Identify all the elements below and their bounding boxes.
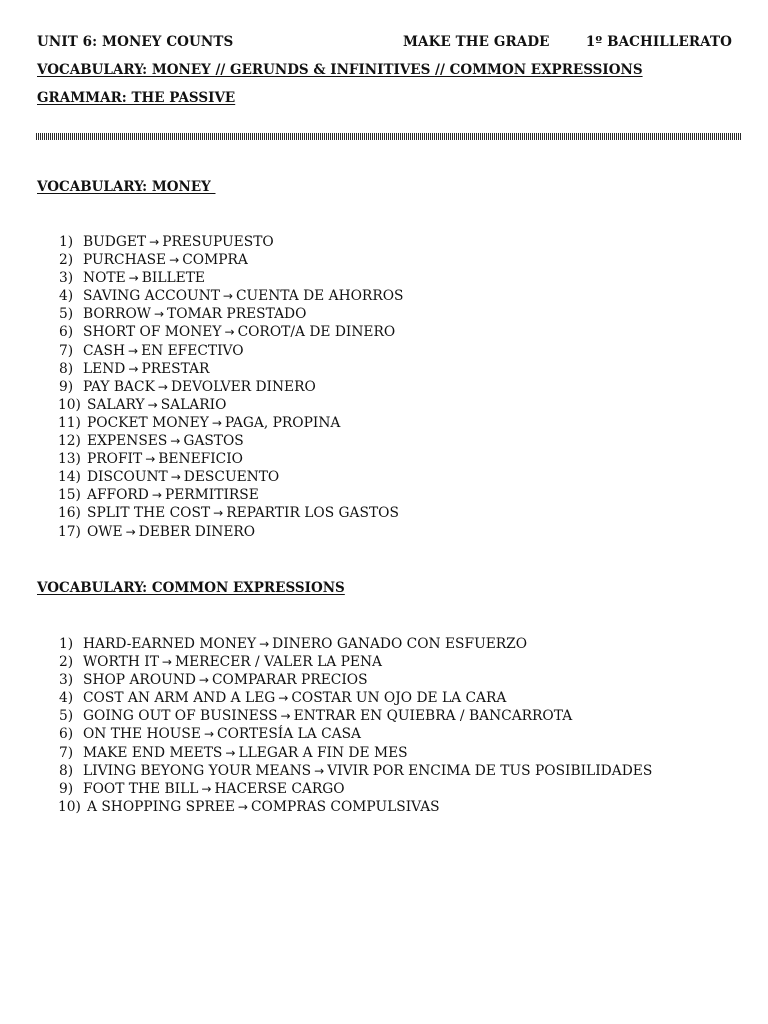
english-term: LIVING BEYONG YOUR MEANS [83, 762, 312, 779]
arrow-right-icon: → [259, 637, 270, 651]
arrow-right-icon: → [222, 289, 233, 304]
item-text [83, 360, 209, 378]
arrow-right-icon: → [128, 343, 139, 358]
english-term: AFFORD [87, 487, 149, 504]
spanish-translation: DEVOLVER DINERO [170, 378, 316, 395]
english-term: MAKE END MEETS [83, 744, 223, 761]
english-term: POCKET MONEY [87, 414, 209, 431]
list-item [0, 468, 768, 486]
unit-title: UNIT 6: MONEY COUNTS [37, 34, 234, 50]
item-text [87, 523, 255, 541]
item-number: 14) [58, 469, 81, 486]
spanish-translation: CORTESÍA LA CASA [217, 726, 362, 743]
section-title-expressions: VOCABULARY: COMMON EXPRESSIONS [37, 580, 345, 596]
english-term: PURCHASE [83, 252, 167, 269]
item-text [87, 432, 244, 450]
item-number: 4) [59, 288, 74, 305]
list-item [0, 523, 768, 541]
list-item [0, 233, 768, 251]
item-text [83, 305, 306, 323]
spanish-translation: SALARIO [160, 396, 227, 413]
arrow-right-icon: → [203, 727, 215, 742]
list-item [0, 744, 768, 762]
item-text [87, 486, 259, 504]
list-item [0, 287, 768, 305]
arrow-right-icon: → [237, 799, 248, 814]
spanish-translation: DEBER DINERO [138, 523, 256, 540]
item-text [83, 342, 244, 360]
item-text [87, 450, 243, 468]
spanish-translation: COMPRA [182, 252, 248, 269]
spanish-translation: COMPRAS COMPULSIVAS [250, 798, 440, 815]
spanish-translation: COMPARAR PRECIOS [211, 672, 368, 689]
list-item [0, 671, 768, 689]
arrow-right-icon: → [198, 673, 209, 688]
english-term: A SHOPPING SPREE [87, 798, 235, 815]
english-term: SHOP AROUND [83, 672, 196, 689]
item-number: 15) [58, 487, 81, 504]
english-term: SHORT OF MONEY [83, 324, 222, 341]
item-text [87, 396, 226, 414]
spanish-translation: MERECER / VALER LA PENA [174, 654, 382, 671]
item-number: 8) [59, 762, 74, 779]
list-item [0, 342, 768, 360]
list-item [0, 269, 768, 287]
arrow-right-icon: → [157, 379, 168, 394]
arrow-right-icon: → [213, 506, 224, 521]
arrow-right-icon: → [128, 361, 139, 376]
item-number: 7) [59, 744, 74, 761]
english-term: OWE [87, 523, 123, 540]
list-item [0, 689, 768, 707]
english-term: BUDGET [83, 234, 147, 250]
item-number: 9) [59, 780, 74, 797]
english-term: COST AN ARM AND A LEG [83, 690, 276, 707]
expressions-vocabulary-list [0, 635, 768, 816]
item-text [83, 762, 652, 780]
item-text [87, 504, 399, 522]
english-term: PROFIT [87, 451, 143, 468]
item-number: 5) [59, 306, 74, 323]
item-number: 4) [59, 690, 74, 707]
english-term: SALARY [87, 396, 145, 413]
arrow-right-icon: → [314, 763, 325, 778]
arrow-right-icon: → [149, 235, 160, 249]
item-number: 5) [59, 708, 74, 725]
english-term: CASH [83, 342, 126, 359]
item-number: 12) [58, 433, 81, 450]
list-item [0, 798, 768, 816]
english-term: ON THE HOUSE [83, 726, 201, 743]
list-item [0, 251, 768, 269]
spanish-translation: LLEGAR A FIN DE MES [238, 744, 408, 761]
separator-rule [36, 133, 741, 140]
item-text [87, 414, 340, 432]
list-item [0, 504, 768, 522]
item-number: 16) [58, 505, 81, 522]
list-item [0, 305, 768, 323]
list-item [0, 635, 768, 653]
arrow-right-icon: → [170, 470, 181, 485]
item-number: 1) [59, 234, 74, 250]
list-item [0, 432, 768, 450]
arrow-right-icon: → [128, 271, 139, 286]
spanish-translation: COROT/A DE DINERO [237, 324, 396, 341]
arrow-right-icon: → [125, 524, 136, 539]
arrow-right-icon: → [225, 745, 236, 760]
item-text [83, 653, 382, 671]
english-term: BORROW [83, 306, 151, 323]
item-text [83, 689, 506, 707]
spanish-translation: CUENTA DE AHORROS [235, 288, 404, 305]
arrow-right-icon: → [211, 415, 222, 430]
item-text [83, 323, 395, 341]
spanish-translation: PERMITIRSE [164, 487, 259, 504]
spanish-translation: EN EFECTIVO [141, 342, 244, 359]
english-term: EXPENSES [87, 433, 168, 450]
spanish-translation: PRESUPUESTO [162, 234, 274, 250]
english-term: FOOT THE BILL [83, 780, 199, 797]
english-term: GOING OUT OF BUSINESS [83, 708, 278, 725]
item-text [83, 707, 572, 725]
item-text [83, 635, 527, 653]
arrow-right-icon: → [169, 253, 180, 268]
english-term: PAY BACK [83, 378, 155, 395]
item-text [83, 269, 205, 287]
document-header [37, 34, 732, 52]
spanish-translation: DESCUENTO [183, 469, 280, 486]
spanish-translation: GASTOS [183, 433, 244, 450]
item-number: 1) [59, 636, 74, 652]
list-item [0, 707, 768, 725]
item-number: 2) [59, 654, 74, 671]
item-text [87, 468, 279, 486]
list-item [0, 450, 768, 468]
english-term: WORTH IT [83, 654, 159, 671]
english-term: SAVING ACCOUNT [83, 288, 220, 305]
arrow-right-icon: → [170, 434, 181, 449]
grammar-heading: GRAMMAR: THE PASSIVE [37, 90, 236, 106]
item-text [83, 744, 408, 762]
list-item [0, 323, 768, 341]
item-number: 8) [59, 360, 74, 377]
item-text [83, 725, 361, 743]
english-term: DISCOUNT [87, 469, 168, 486]
item-text [83, 287, 403, 305]
english-term: LEND [83, 360, 126, 377]
arrow-right-icon: → [278, 691, 289, 706]
item-number: 2) [59, 252, 74, 269]
item-number: 3) [59, 270, 74, 287]
item-text [83, 671, 368, 689]
spanish-translation: PRESTAR [141, 360, 210, 377]
spanish-translation: ENTRAR EN QUIEBRA / BANCARROTA [293, 708, 573, 725]
list-item [0, 396, 768, 414]
spanish-translation: BILLETE [141, 270, 205, 287]
list-item [0, 653, 768, 671]
item-number: 10) [58, 396, 81, 413]
spanish-translation: TOMAR PRESTADO [167, 306, 307, 323]
arrow-right-icon: → [153, 307, 165, 322]
section-title-money: VOCABULARY: MONEY [37, 179, 216, 195]
spanish-translation: PAGA, PROPINA [224, 414, 341, 431]
item-text [83, 251, 248, 269]
course-title: MAKE THE GRADE [403, 34, 550, 50]
item-number: 6) [59, 324, 74, 341]
list-item [0, 360, 768, 378]
item-number: 10) [58, 798, 81, 815]
spanish-translation: REPARTIR LOS GASTOS [226, 505, 399, 522]
english-term: SPLIT THE COST [87, 505, 211, 522]
spanish-translation: HACERSE CARGO [214, 780, 345, 797]
list-item [0, 378, 768, 396]
item-text [87, 798, 440, 816]
english-term: NOTE [83, 270, 126, 287]
list-item [0, 762, 768, 780]
arrow-right-icon: → [280, 709, 291, 724]
item-number: 7) [59, 342, 74, 359]
item-number: 13) [58, 451, 81, 468]
level-label: 1º BACHILLERATO [585, 34, 732, 50]
item-number: 9) [59, 378, 74, 395]
item-number: 17) [58, 523, 81, 540]
spanish-translation: BENEFICIO [158, 451, 243, 468]
english-term: HARD-EARNED MONEY [83, 636, 257, 652]
arrow-right-icon: → [224, 325, 235, 340]
vocabulary-topics-heading: VOCABULARY: MONEY // GERUNDS & INFINITIVES // COMMON EXPRESSIONS [37, 62, 643, 78]
money-vocabulary-list [0, 233, 768, 541]
item-number: 3) [59, 672, 74, 689]
spanish-translation: VIVIR POR ENCIMA DE TUS POSIBILIDADES [327, 762, 653, 779]
spanish-translation: COSTAR UN OJO DE LA CARA [291, 690, 507, 707]
arrow-right-icon: → [161, 655, 172, 670]
item-text [83, 233, 274, 251]
list-item [0, 486, 768, 504]
spanish-translation: DINERO GANADO CON ESFUERZO [272, 636, 528, 652]
arrow-right-icon: → [147, 397, 158, 412]
item-number: 6) [59, 726, 74, 743]
item-number: 11) [58, 414, 81, 431]
list-item [0, 414, 768, 432]
list-item [0, 725, 768, 743]
item-text [83, 378, 316, 396]
arrow-right-icon: → [201, 781, 212, 796]
arrow-right-icon: → [151, 488, 162, 503]
arrow-right-icon: → [145, 452, 156, 467]
item-text [83, 780, 345, 798]
list-item [0, 780, 768, 798]
